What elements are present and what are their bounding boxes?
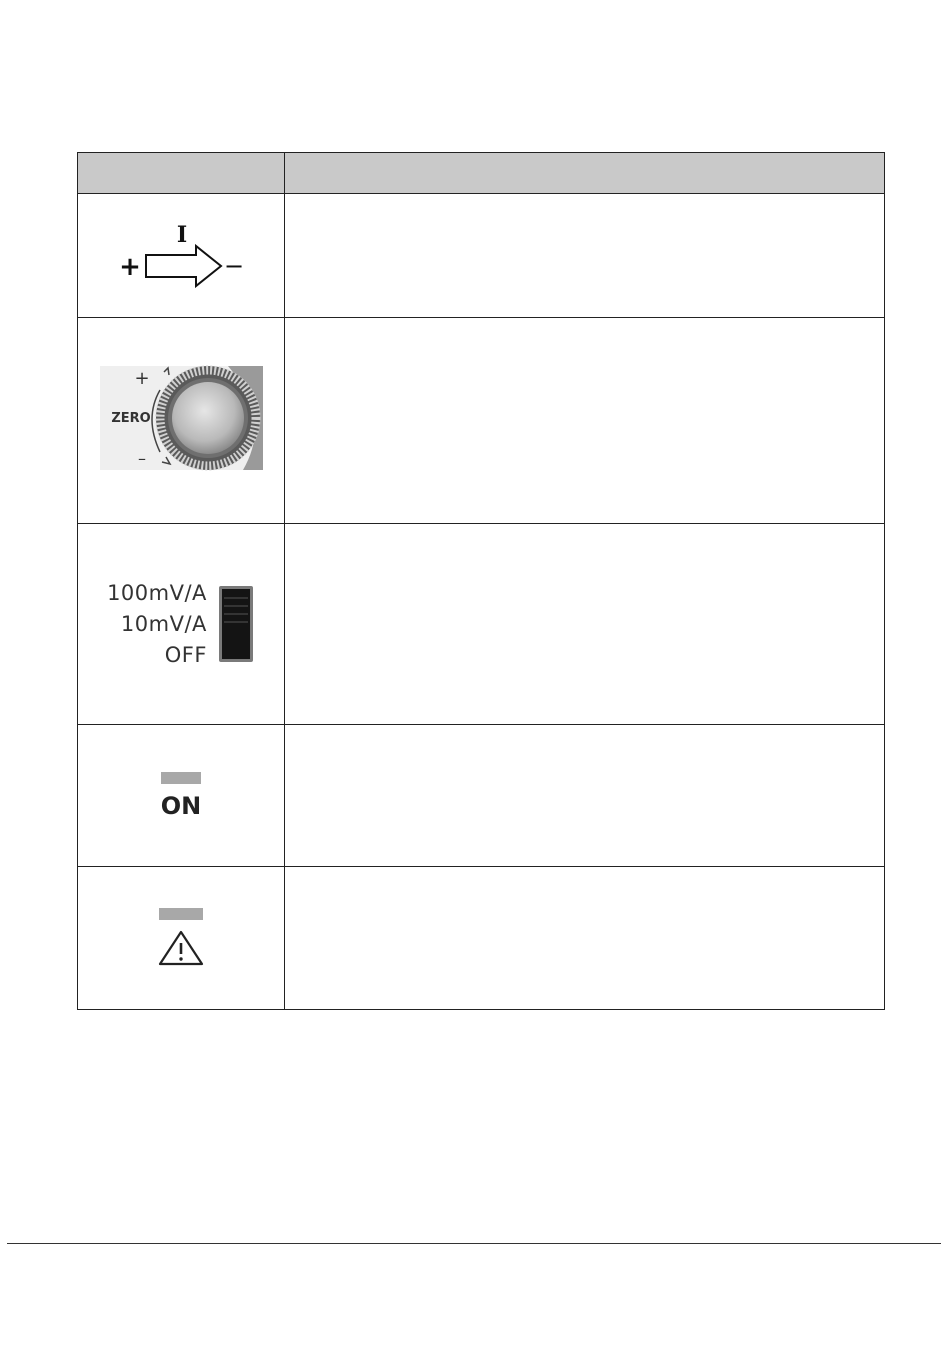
warning-triangle-icon [157,928,205,968]
symbol-cell [78,867,285,1010]
symbol-cell [78,194,285,318]
zero-knob-icon[interactable] [78,318,285,518]
table-row [78,194,885,318]
table-row [78,524,885,725]
power-led-icon [161,772,201,784]
table-row [78,318,885,524]
symbol-table [77,152,885,1010]
zero-label: ZERO [111,411,151,426]
symbol-cell [78,524,285,725]
description-cell [285,725,885,867]
table-row [78,867,885,1010]
warning-led-icon [159,908,203,920]
current-label: I [176,222,188,248]
switch-position-labels [107,578,207,671]
on-label: ON [160,791,202,820]
table-header-row [78,153,885,194]
switch-position-10mv: 10mV/A [120,611,207,636]
switch-position-100mv: 100mV/A [107,580,207,605]
symbol-cell [78,318,285,524]
column-header-description [285,153,885,194]
table-row [78,725,885,867]
zero-plus-label: + [134,368,150,389]
description-cell [285,524,885,725]
minus-label: − [223,252,245,280]
switch-position-off: OFF [164,642,207,667]
column-header-symbol [78,153,285,194]
description-cell [285,318,885,524]
slide-switch-icon[interactable] [217,584,255,664]
plus-label: + [119,252,141,282]
zero-minus-label: – [138,449,146,468]
current-arrow-icon [78,194,285,312]
warning-indicator [78,908,284,968]
description-cell [285,194,885,318]
power-indicator [78,772,284,820]
range-switch [78,578,284,671]
symbol-cell [78,725,285,867]
footer-divider [7,1243,941,1244]
description-cell [285,867,885,1010]
